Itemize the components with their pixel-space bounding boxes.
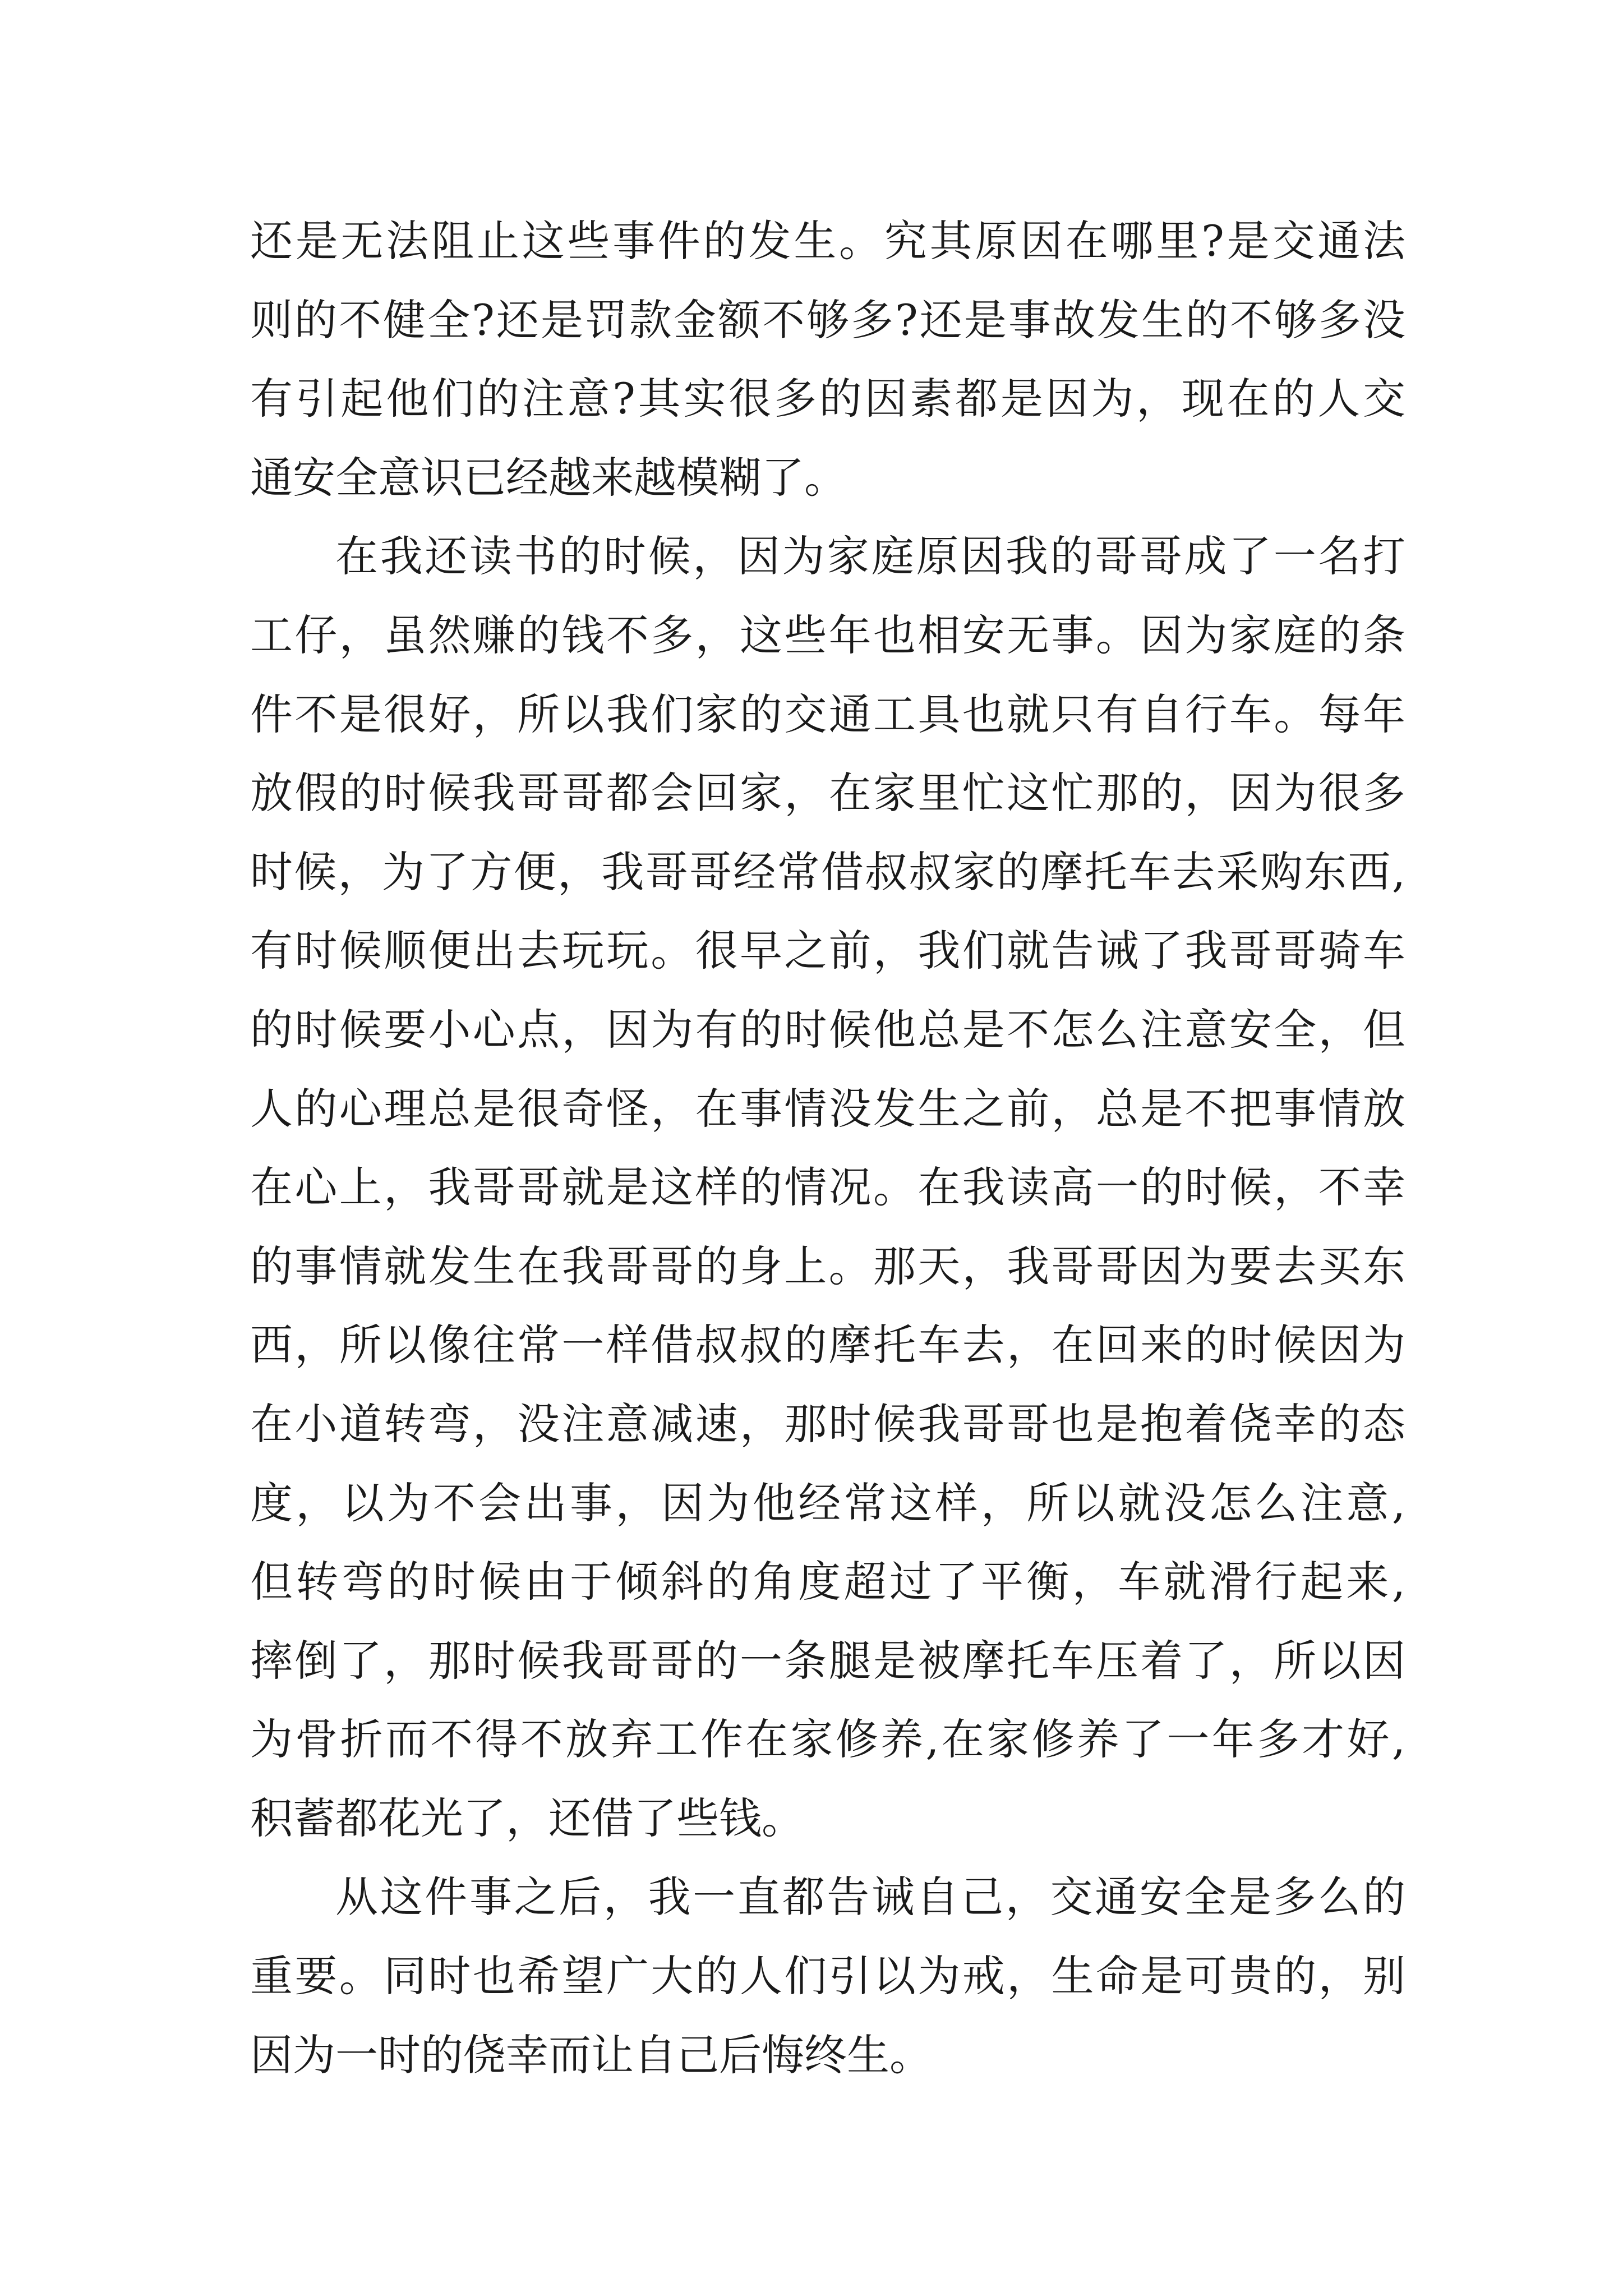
text-line: 工仔，虽然赚的钱不多，这些年也相安无事。因为家庭的条 bbox=[250, 610, 1405, 660]
text-line: 在我还读书的时候，因为家庭原因我的哥哥成了一名打 bbox=[335, 531, 1405, 582]
text-line: 西，所以像往常一样借叔叔的摩托车去，在回来的时候因为 bbox=[250, 1320, 1405, 1370]
text-line: 积蓄都花光了，还借了些钱。 bbox=[250, 1793, 804, 1843]
text-line: 放假的时候我哥哥都会回家，在家里忙这忙那的，因为很多 bbox=[250, 768, 1405, 818]
article-body bbox=[250, 202, 1405, 2095]
text-line: 为骨折而不得不放弃工作在家修养,在家修养了一年多才好, bbox=[250, 1714, 1405, 1765]
text-line: 件不是很好，所以我们家的交通工具也就只有自行车。每年 bbox=[250, 689, 1405, 739]
text-line: 通安全意识已经越来越模糊了。 bbox=[250, 452, 847, 503]
text-line: 从这件事之后，我一直都告诫自己，交通安全是多么的 bbox=[335, 1872, 1405, 1922]
text-line: 因为一时的侥幸而让自己后悔终生。 bbox=[250, 2030, 932, 2080]
text-line: 的时候要小心点，因为有的时候他总是不怎么注意安全，但 bbox=[250, 1004, 1405, 1055]
text-line: 摔倒了，那时候我哥哥的一条腿是被摩托车压着了，所以因 bbox=[250, 1635, 1405, 1686]
text-line: 有时候顺便出去玩玩。很早之前，我们就告诫了我哥哥骑车 bbox=[250, 926, 1405, 976]
text-line: 时候，为了方便，我哥哥经常借叔叔家的摩托车去采购东西, bbox=[250, 846, 1405, 897]
text-line: 度，以为不会出事，因为他经常这样，所以就没怎么注意, bbox=[250, 1478, 1405, 1528]
text-line: 有引起他们的注意?其实很多的因素都是因为，现在的人交 bbox=[250, 374, 1405, 424]
text-line: 人的心理总是很奇怪，在事情没发生之前，总是不把事情放 bbox=[250, 1083, 1405, 1134]
text-line: 还是无法阻止这些事件的发生。究其原因在哪里?是交通法 bbox=[250, 216, 1405, 266]
text-line: 但转弯的时候由于倾斜的角度超过了平衡，车就滑行起来, bbox=[250, 1557, 1405, 1607]
text-line: 在小道转弯，没注意减速，那时候我哥哥也是抱着侥幸的态 bbox=[250, 1398, 1405, 1449]
text-line: 在心上，我哥哥就是这样的情况。在我读高一的时候，不幸 bbox=[250, 1162, 1405, 1213]
text-line: 的事情就发生在我哥哥的身上。那天，我哥哥因为要去买东 bbox=[250, 1241, 1405, 1291]
text-line: 重要。同时也希望广大的人们引以为戒，生命是可贵的，别 bbox=[250, 1951, 1405, 2001]
text-line: 则的不健全?还是罚款金额不够多?还是事故发生的不够多没 bbox=[250, 295, 1405, 345]
